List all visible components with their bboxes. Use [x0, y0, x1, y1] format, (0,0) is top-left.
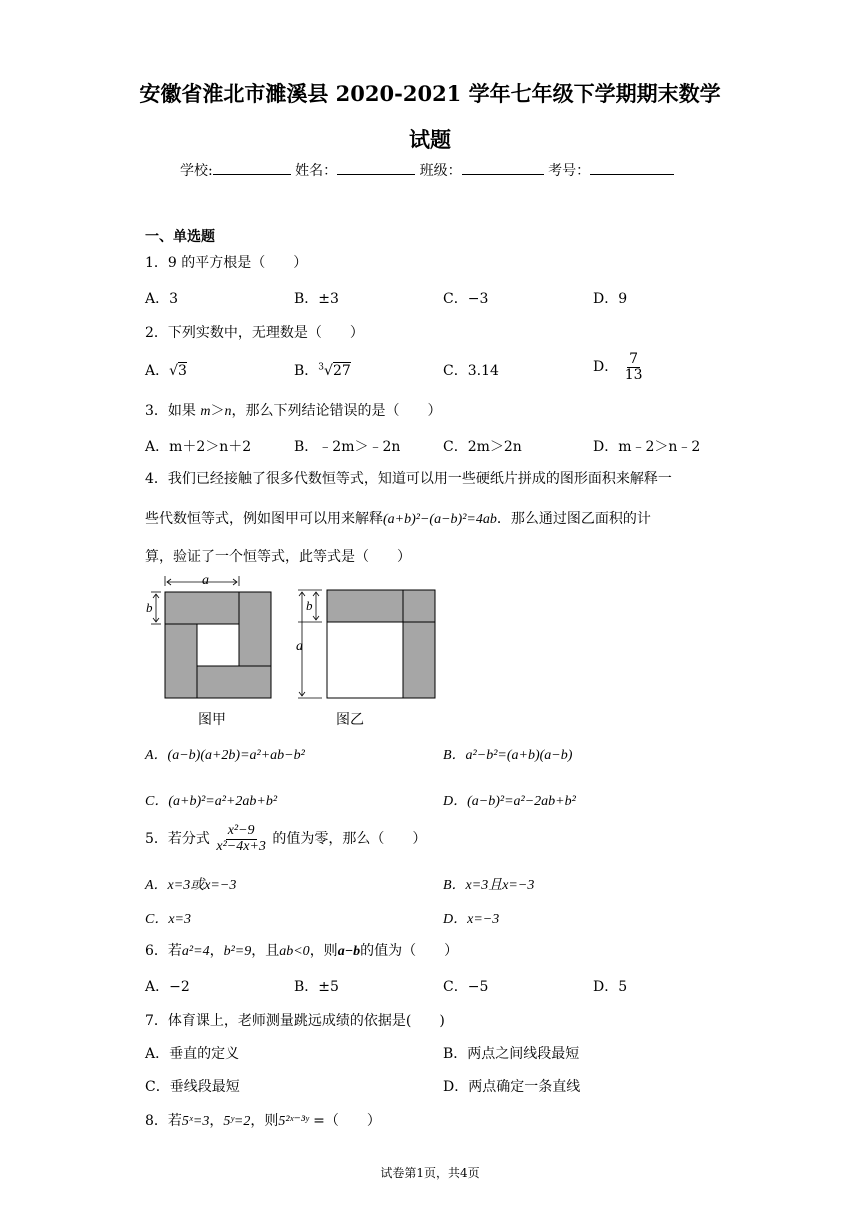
- q5-option-c: C．x=3: [145, 912, 191, 927]
- page-title: 安徽省淮北市濉溪县 2020-2021 学年七年级下学期期末数学: [139, 81, 721, 106]
- section-heading: 一、单选题: [145, 229, 215, 245]
- q5-fraction: [214, 824, 268, 854]
- q3-var-m: m: [200, 404, 211, 419]
- q6-option-d: D．5: [593, 979, 628, 995]
- page-footer: 试卷第1页，共4页: [380, 1166, 480, 1180]
- figure-yi: [292, 582, 442, 732]
- q4-identity: (a+b)²−(a−b)²=4ab: [383, 512, 497, 527]
- q6-sep1: ，: [209, 943, 224, 959]
- fig-jia-top-strip: [165, 592, 239, 624]
- q4-option-b: B．a²−b²=(a+b)(a−b): [443, 748, 573, 763]
- q8-sep2: ，则: [250, 1113, 279, 1129]
- q6-stem-post: 的值为（ ）: [360, 943, 459, 959]
- q7-option-a: A．垂直的定义: [145, 1046, 240, 1062]
- q2-d-label: D．: [593, 359, 619, 376]
- q3-option-c: C．2m＞2n: [443, 439, 522, 455]
- q6-expr: a−b: [337, 944, 361, 959]
- q2-d-numerator: 7: [629, 351, 639, 367]
- q3-option-b: B．﹣2m＞﹣2n: [294, 439, 401, 455]
- q1-option-d: D．9: [593, 291, 628, 307]
- q2-option-b: [294, 360, 351, 380]
- figure-jia: [143, 572, 283, 732]
- name-label: 姓名：: [295, 163, 338, 179]
- q2-option-a: [145, 360, 187, 380]
- q6-eq3: ab<0: [279, 944, 310, 959]
- q7-option-c: C．垂线段最短: [145, 1079, 240, 1095]
- q6-stem: [145, 940, 458, 960]
- school-label: 学校:: [180, 163, 213, 179]
- fig-jia-right-strip: [239, 592, 271, 666]
- q2-b-label: B．: [294, 363, 319, 379]
- q2-b-index: 3: [318, 362, 325, 373]
- q3-option-a: A．m＋2＞n＋2: [145, 439, 252, 455]
- q1-option-c: C．−3: [443, 291, 489, 307]
- q4-option-c: C．(a+b)²=a²+2ab+b²: [145, 794, 278, 809]
- q2-option-d: [593, 352, 645, 382]
- q2-a-value: 3: [178, 363, 187, 379]
- exam-no-label: 考号：: [548, 163, 591, 179]
- fig-jia-center: [197, 624, 239, 666]
- q3-stem-post: ，那么下列结论错误的是（ ）: [231, 403, 442, 419]
- q6-option-c: C．−5: [443, 979, 489, 995]
- q2-option-c: C．3.14: [443, 363, 499, 379]
- q6-option-a: A．−2: [145, 979, 190, 995]
- fig-yi-top-strip: [327, 590, 435, 622]
- q4-line1: 4．我们已经接触了很多代数恒等式，知道可以用一些硬纸片拼成的图形面积来解释一: [145, 471, 672, 487]
- q1-stem: 1．9 的平方根是（ ）: [145, 255, 308, 271]
- q5-option-b: B．x=3且x=−3: [443, 878, 535, 893]
- fig-jia-caption: 图甲: [198, 712, 226, 728]
- q5-denominator: x²−4x+3: [216, 838, 266, 854]
- q3-gt: ＞: [210, 403, 225, 419]
- q6-sep3: ，则: [309, 943, 338, 959]
- fig-yi-a-label: a: [296, 639, 303, 654]
- q5-stem-pre: 5．若分式: [145, 831, 210, 848]
- fig-yi-right-strip: [403, 622, 435, 698]
- q6-eq1: a²=4: [181, 944, 210, 959]
- q8-eq2: 5ʸ=2: [223, 1114, 251, 1129]
- q4-option-a: A．(a−b)(a+2b)=a²+ab−b²: [145, 748, 305, 763]
- q6-stem-pre: 6．若: [145, 943, 182, 959]
- class-blank: [462, 160, 544, 175]
- q7-stem: 7．体育课上，老师测量跳远成绩的依据是( ): [145, 1013, 445, 1029]
- q8-sep: ，: [209, 1113, 224, 1129]
- q5-option-d: D．x=−3: [443, 912, 500, 927]
- fig-jia-bottom-strip: [197, 666, 271, 698]
- q4-line2: [145, 508, 651, 528]
- q6-eq2: b²=9: [223, 944, 252, 959]
- fig-yi-square: [327, 622, 403, 698]
- q2-a-label: A．: [145, 363, 170, 379]
- student-info: [180, 160, 674, 180]
- q1-option-b: B．±3: [294, 291, 339, 307]
- q6-option-b: B．±5: [294, 979, 339, 995]
- page-title-line2: 试题: [409, 127, 451, 152]
- exam-no-blank: [590, 160, 674, 175]
- fig-jia-a-label: a: [202, 573, 209, 588]
- q5-stem: [145, 824, 426, 854]
- q5-numerator: x²−9: [227, 823, 255, 838]
- q8-stem-post: =（ ）: [308, 1113, 381, 1129]
- fig-yi-b-label: b: [306, 598, 313, 613]
- q2-stem: 2．下列实数中，无理数是（ ）: [145, 325, 364, 341]
- fig-yi-caption: 图乙: [336, 712, 364, 728]
- sqrt-icon: √: [169, 363, 179, 379]
- q8-eq1: 5ˣ=3: [181, 1114, 210, 1129]
- q5-stem-post: 的值为零，那么（ ）: [272, 831, 427, 848]
- q6-sep2: ，且: [251, 943, 280, 959]
- q4-line3: 算，验证了一个恒等式，此等式是（ ）: [145, 549, 411, 565]
- fig-jia-left-strip: [165, 624, 197, 698]
- q1-option-a: A．3: [145, 291, 179, 307]
- q8-stem-pre: 8．若: [145, 1113, 182, 1129]
- q7-option-b: B．两点之间线段最短: [443, 1046, 580, 1062]
- q2-b-value: 27: [332, 363, 351, 379]
- q3-stem-pre: 3．如果: [145, 403, 201, 419]
- q3-option-d: D．m﹣2＞n﹣2: [593, 439, 701, 455]
- q7-option-d: D．两点确定一条直线: [443, 1079, 581, 1095]
- q4-option-d: D．(a−b)²=a²−2ab+b²: [443, 794, 576, 809]
- q3-stem: [145, 400, 441, 420]
- q4-line2-pre: 些代数恒等式，例如图甲可以用来解释: [145, 511, 383, 527]
- class-label: 班级：: [419, 163, 462, 179]
- cbrt-icon: √: [324, 363, 333, 379]
- q5-option-a: A．x=3或x=−3: [145, 878, 237, 893]
- q3-var-n: n: [224, 404, 232, 419]
- school-blank: [213, 160, 291, 175]
- q4-line2-post: ．那么通过图乙面积的计: [496, 511, 651, 527]
- fig-jia-b-label: b: [146, 600, 153, 615]
- q2-d-fraction: [623, 352, 645, 382]
- q8-expr: 5²ˣ⁻³ʸ: [278, 1114, 309, 1129]
- q2-d-denominator: 13: [624, 366, 643, 383]
- name-blank: [337, 160, 415, 175]
- q8-stem: [145, 1110, 381, 1130]
